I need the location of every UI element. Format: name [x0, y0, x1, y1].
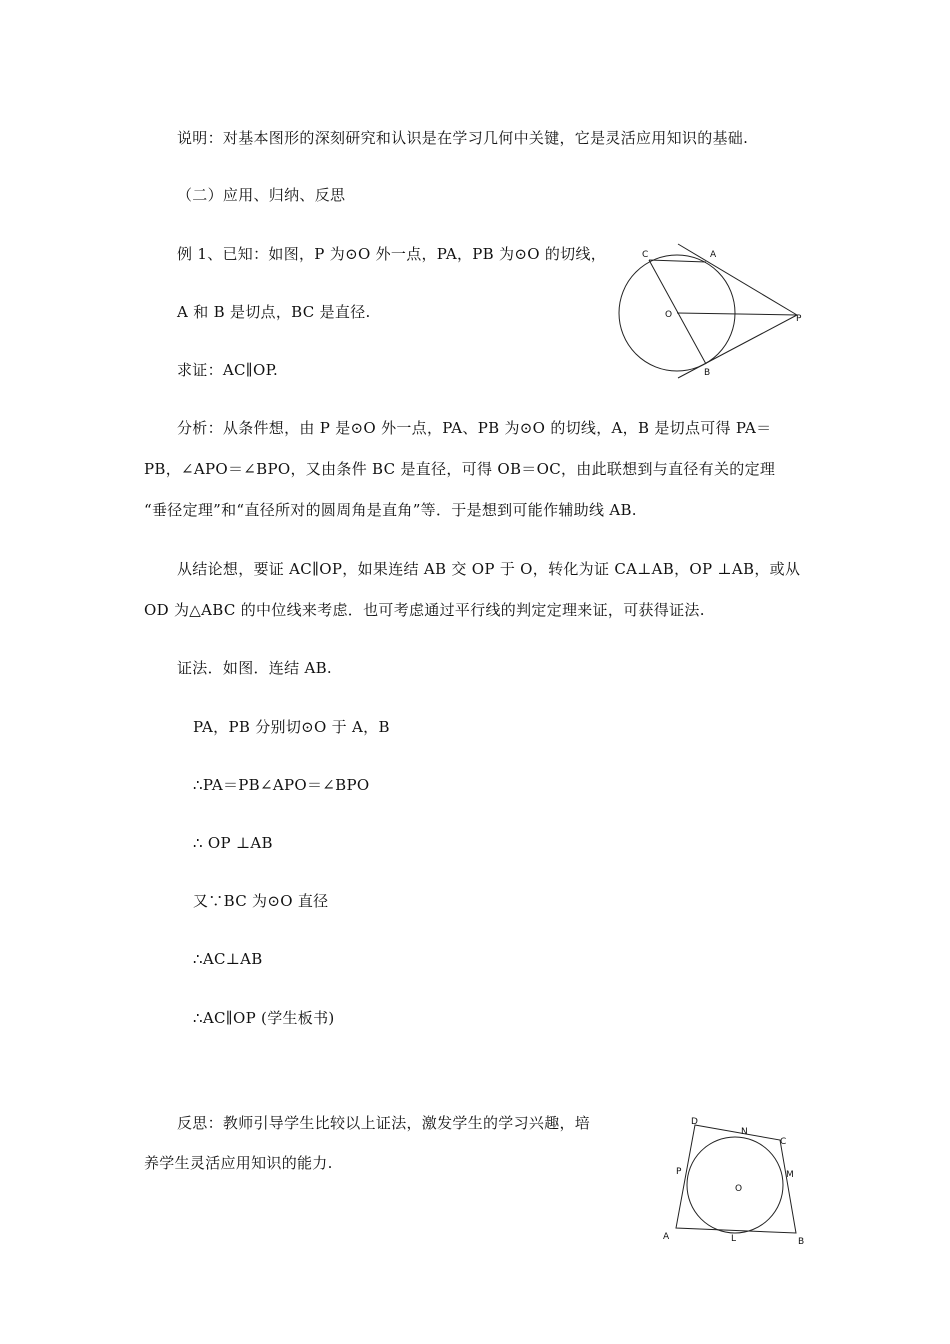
conclusion-line-1: 从结论想，要证 AC∥OP，如果连结 AB 交 OP 于 O，转化为证 CA⊥AB，OP ⊥AB，或从	[177, 560, 801, 578]
tangent-pa	[678, 244, 797, 315]
proof-step-6: ∴AC∥OP (学生板书)	[193, 1009, 335, 1027]
proof-step-3: ∴ OP ⊥AB	[193, 834, 273, 852]
proof-step-5: ∴AC⊥AB	[193, 950, 263, 968]
label-a2: A	[663, 1232, 670, 1242]
label-l: L	[731, 1234, 737, 1244]
chord-ca	[649, 260, 706, 262]
label-c2: C	[780, 1137, 787, 1147]
analysis-line-3: “垂径定理”和“直径所对的圆周角是直角”等．于是想到可能作辅助线 AB.	[144, 501, 637, 519]
tangent-circle-figure	[612, 240, 812, 385]
example1-given: 例 1、已知：如图，P 为⊙O 外一点，PA，PB 为⊙O 的切线，	[177, 245, 607, 263]
label-d: D	[691, 1117, 698, 1127]
analysis-line-1: 分析：从条件想，由 P 是⊙O 外一点，PA、PB 为⊙O 的切线，A，B 是切点可得 PA＝	[177, 419, 772, 437]
label-b2: B	[798, 1237, 805, 1247]
label-a: A	[710, 250, 717, 260]
example1-given-2: A 和 B 是切点，BC 是直径.	[177, 303, 371, 321]
label-o2: O	[735, 1184, 743, 1194]
label-n: N	[741, 1127, 748, 1137]
reflection-line-1: 反思：教师引导学生比较以上证法，激发学生的学习兴趣，培	[177, 1114, 591, 1132]
example1-prove: 求证：AC∥OP.	[177, 361, 279, 379]
label-b: B	[704, 368, 711, 378]
reflection-line-2: 养学生灵活应用知识的能力.	[144, 1154, 333, 1172]
label-m: M	[786, 1170, 794, 1180]
conclusion-line-2: OD 为△ABC 的中位线来考虑．也可考虑通过平行线的判定定理来证，可获得证法.	[144, 601, 705, 619]
analysis-line-2: PB，∠APO＝∠BPO，又由条件 BC 是直径，可得 OB＝OC，由此联想到与直径有关的定理	[144, 460, 776, 478]
section-heading: （二）应用、归纳、反思	[177, 186, 346, 204]
label-p2: P	[676, 1167, 682, 1177]
segment-op	[677, 313, 797, 315]
note-paragraph: 说明：对基本图形的深刻研究和认识是在学习几何中关键，它是灵活应用知识的基础.	[177, 129, 749, 147]
label-o: O	[665, 310, 673, 320]
proof-step-2: ∴PA＝PB∠APO＝∠BPO	[193, 776, 370, 794]
diameter-bc	[649, 260, 706, 364]
label-p: P	[796, 314, 802, 324]
quadrilateral-abcd	[676, 1125, 796, 1233]
label-c: C	[642, 250, 649, 260]
proof-step-4: 又∵BC 为⊙O 直径	[193, 892, 329, 910]
proof-step-1: PA，PB 分别切⊙O 于 A，B	[193, 718, 390, 736]
inscribed-circle-figure	[658, 1115, 813, 1245]
proof-intro: 证法．如图．连结 AB.	[177, 659, 332, 677]
